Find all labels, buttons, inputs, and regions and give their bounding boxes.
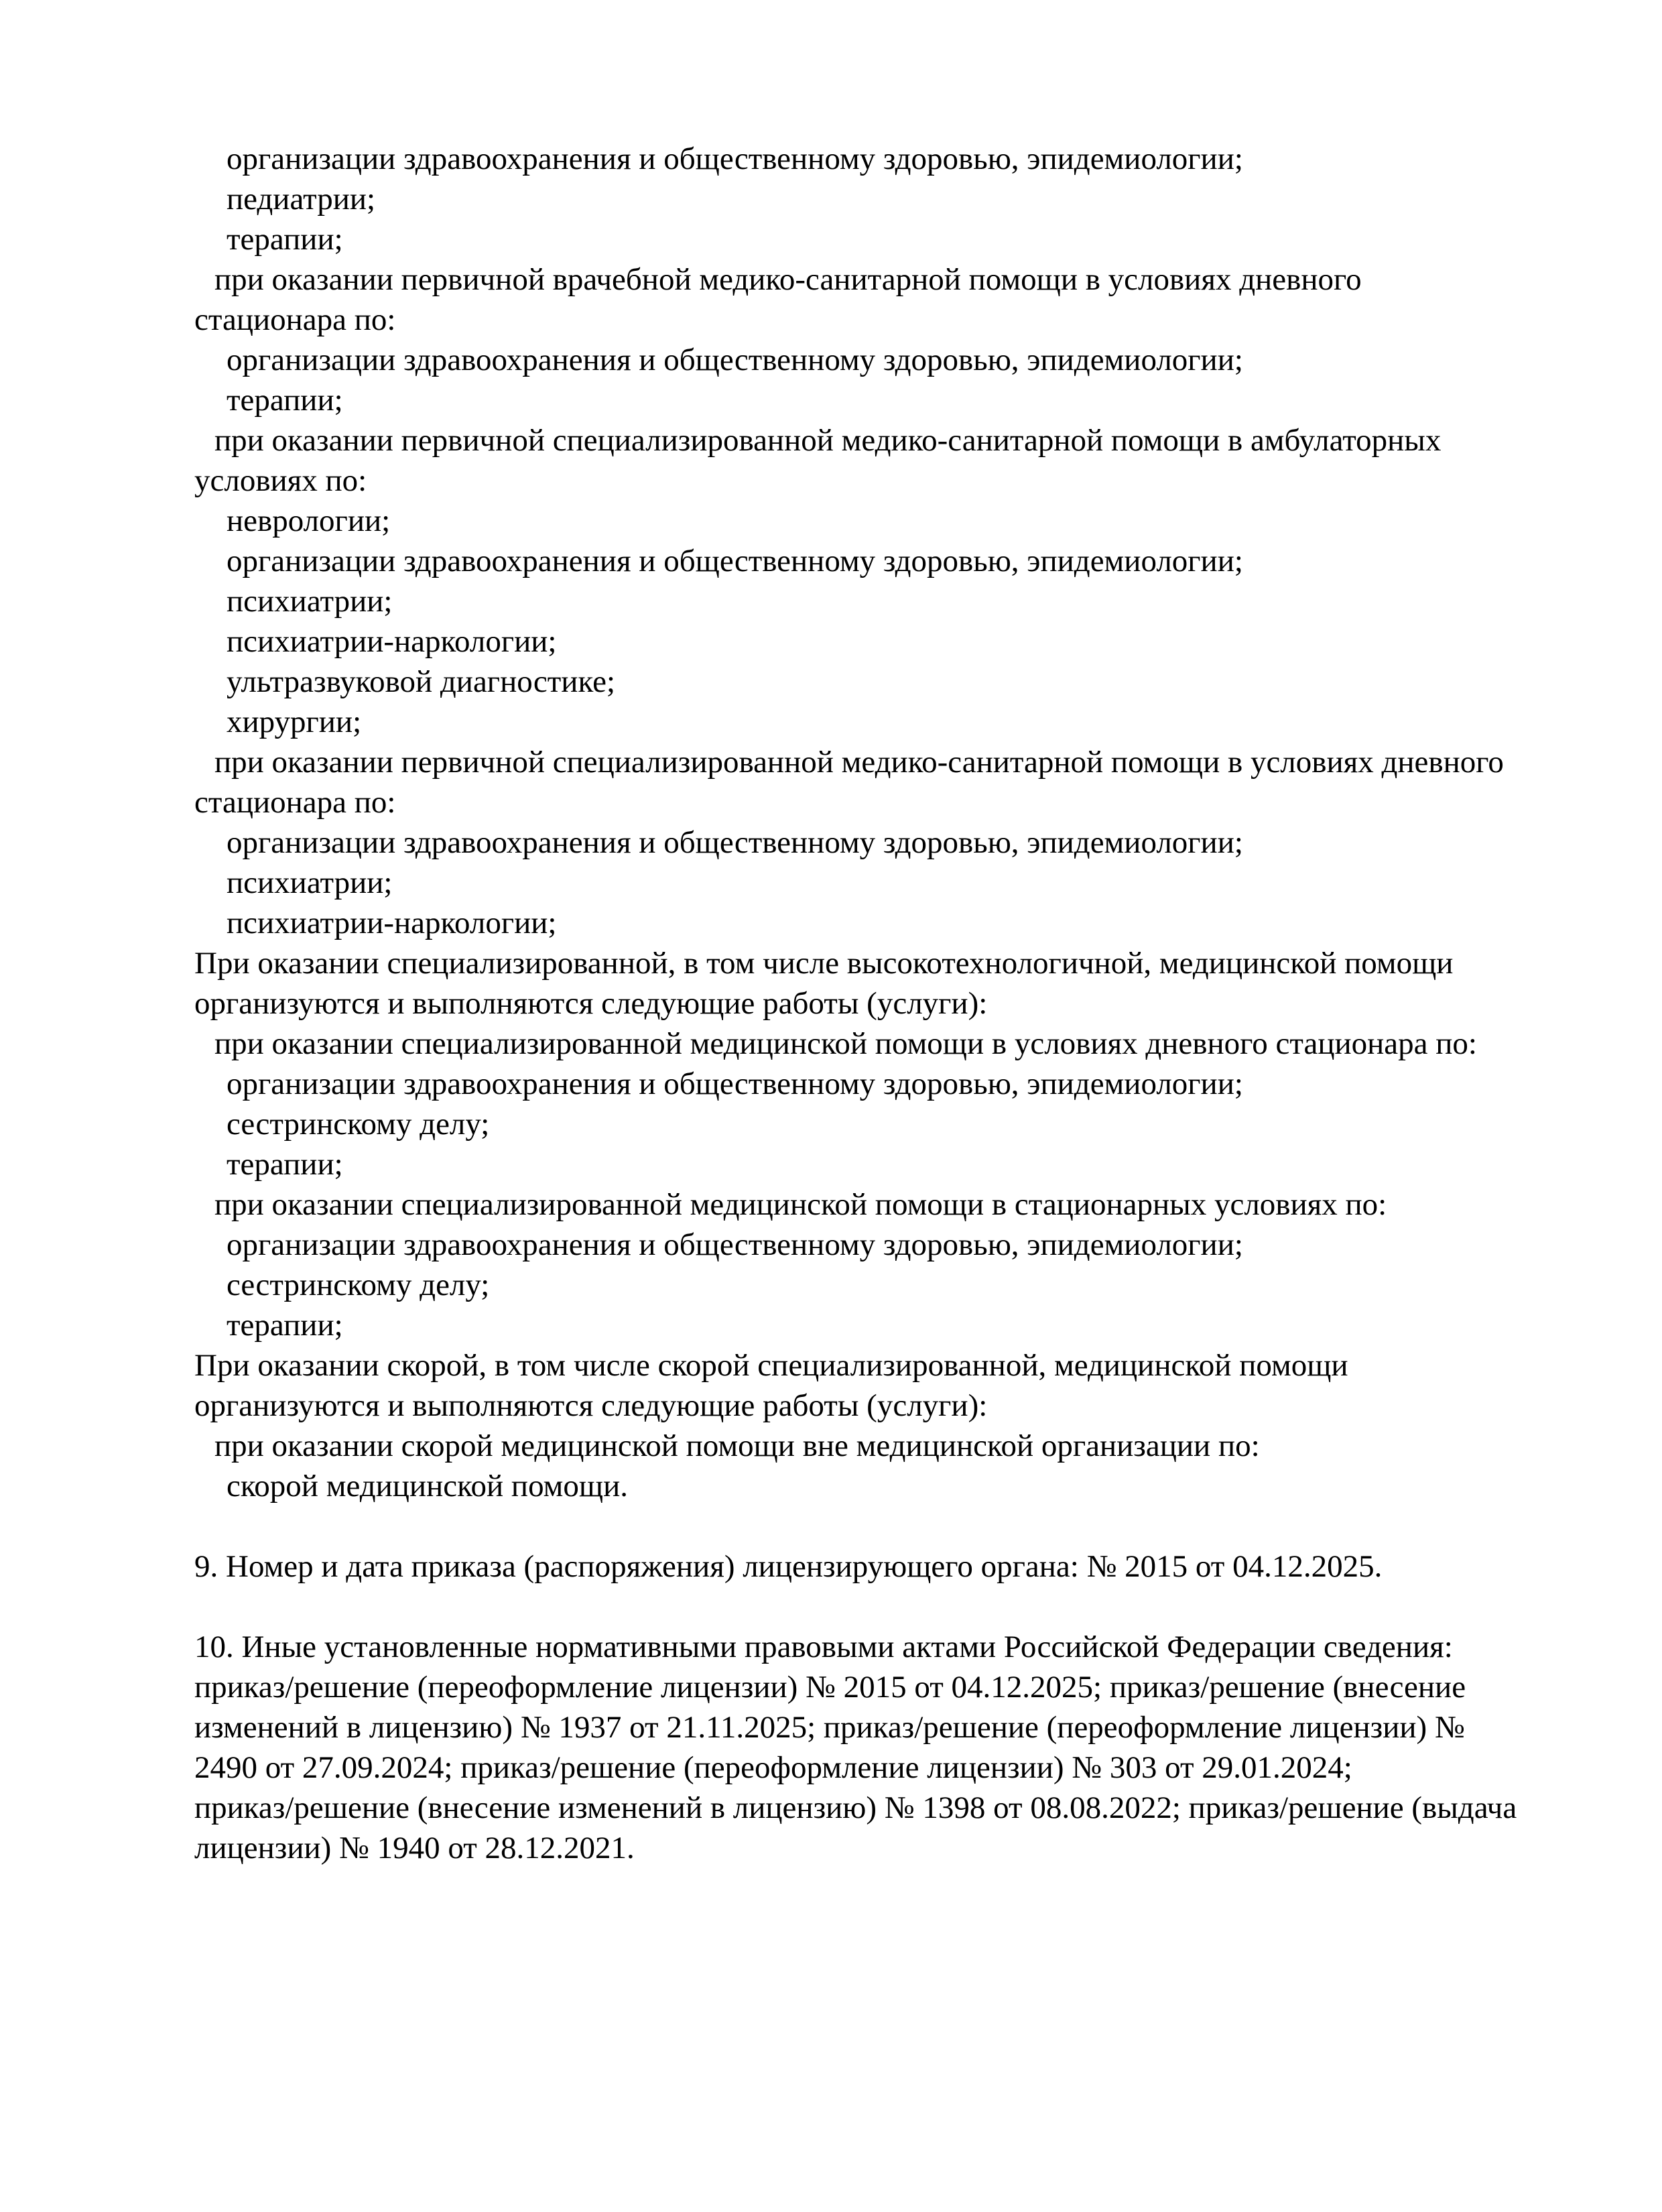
text-line: организации здравоохранения и общественному здоровью, эпидемиологии; [227, 1227, 1243, 1262]
blank-line [194, 1506, 1628, 1546]
text-line: лицензии) № 1940 от 28.12.2021. [194, 1831, 635, 1865]
text-line: при оказании первичной врачебной медико-санитарной помощи в условиях дневного [214, 262, 1362, 297]
text-line: при оказании специализированной медицинской помощи в условиях дневного стационара по: [214, 1026, 1477, 1061]
text-line: приказ/решение (внесение изменений в лицензию) № 1398 от 08.08.2022; приказ/решение (выдача [194, 1790, 1517, 1825]
text-line: организации здравоохранения и общественному здоровью, эпидемиологии; [227, 343, 1243, 377]
text-line: организации здравоохранения и общественному здоровью, эпидемиологии; [227, 544, 1243, 578]
text-line: приказ/решение (переоформление лицензии) № 2015 от 04.12.2025; приказ/решение (внесение [194, 1670, 1466, 1705]
text-line: педиатрии; [227, 182, 376, 217]
text-line: при оказании скорой медицинской помощи вне медицинской организации по: [214, 1428, 1260, 1463]
text-line: При оказании специализированной, в том числе высокотехнологичной, медицинской помощи [194, 946, 1454, 981]
text-line: при оказании первичной специализированной медико-санитарной помощи в условиях дневного [214, 745, 1504, 780]
text-line: психиатрии-наркологии; [227, 624, 557, 659]
text-line: психиатрии-наркологии; [227, 906, 557, 940]
text-line: ультразвуковой диагностике; [227, 664, 616, 699]
text-line: терапии; [227, 1147, 343, 1182]
text-line: При оказании скорой, в том числе скорой специализированной, медицинской помощи [194, 1348, 1348, 1383]
text-line: психиатрии; [227, 865, 393, 900]
text-line: 9. Номер и дата приказа (распоряжения) лицензирующего органа: № 2015 от 04.12.2025. [194, 1549, 1383, 1584]
text-line: при оказании первичной специализированной медико-санитарной помощи в амбулаторных [214, 423, 1442, 458]
text-line: организуются и выполняются следующие работы (услуги): [194, 1388, 988, 1423]
text-line: терапии; [227, 1308, 343, 1343]
text-line: 2490 от 27.09.2024; приказ/решение (переоформление лицензии) № 303 от 29.01.2024; [194, 1750, 1352, 1785]
text-line: сестринскому делу; [227, 1107, 490, 1142]
license-text-block [194, 139, 1628, 1868]
text-line: изменений в лицензию) № 1937 от 21.11.2025; приказ/решение (переоформление лицензии) № [194, 1710, 1465, 1745]
text-line: условиях по: [194, 463, 367, 498]
text-line: сестринскому делу; [227, 1268, 490, 1302]
text-line: терапии; [227, 383, 343, 418]
text-line: при оказании специализированной медицинской помощи в стационарных условиях по: [214, 1187, 1387, 1222]
blank-line [194, 1587, 1628, 1627]
text-line: 10. Иные установленные нормативными правовыми актами Российской Федерации сведения: [194, 1630, 1453, 1664]
text-line: терапии; [227, 222, 343, 257]
text-line: организации здравоохранения и общественному здоровью, эпидемиологии; [227, 1066, 1243, 1101]
text-line: неврологии; [227, 503, 391, 538]
text-line: стационара по: [194, 785, 396, 820]
text-line: психиатрии; [227, 584, 393, 619]
text-line: организации здравоохранения и общественному здоровью, эпидемиологии; [227, 141, 1243, 176]
text-line: стационара по: [194, 302, 396, 337]
text-line: скорой медицинской помощи. [227, 1469, 629, 1503]
text-line: организации здравоохранения и общественному здоровью, эпидемиологии; [227, 825, 1243, 860]
text-line: организуются и выполняются следующие работы (услуги): [194, 986, 988, 1021]
text-line: хирургии; [227, 704, 362, 739]
